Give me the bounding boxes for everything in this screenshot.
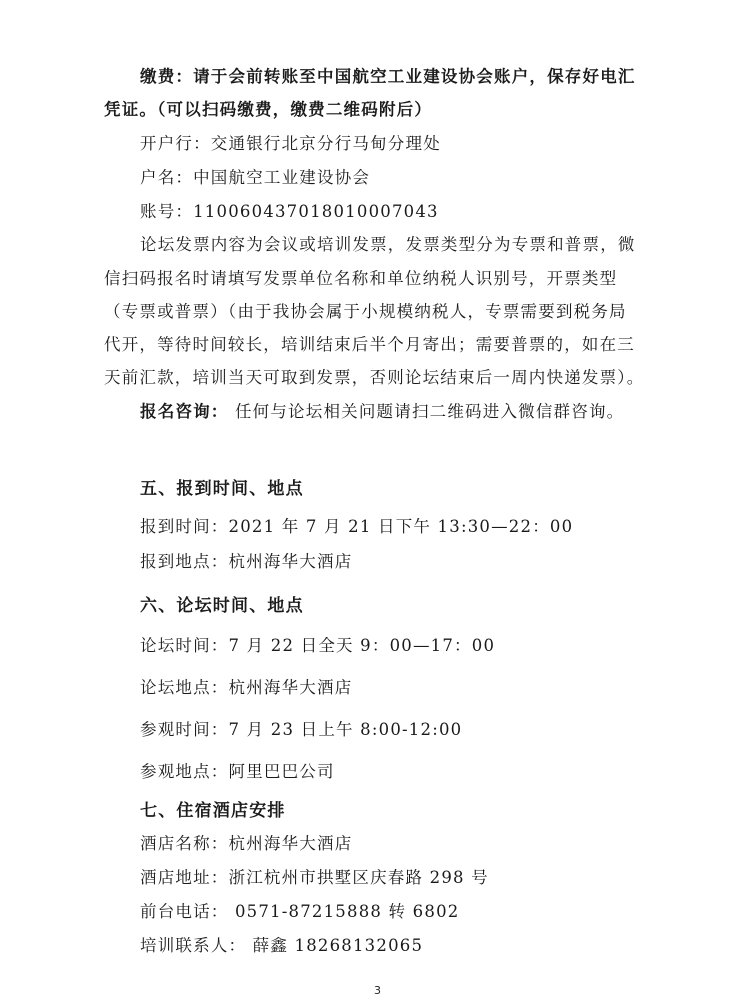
page-number: 3 xyxy=(374,984,381,997)
section-7-heading: 七、住宿酒店安排 xyxy=(140,801,286,821)
payment-label: 缴费： xyxy=(140,67,194,86)
account-name: 户名：中国航空工业建设协会 xyxy=(140,168,371,187)
consult-text: 任何与论坛相关问题请扫二维码进入微信群咨询。 xyxy=(228,402,625,421)
invoice-line-1: 论坛发票内容为会议或培训发票，发票类型分为专票和普票，微 xyxy=(140,235,636,254)
bank-name: 开户行：交通银行北京分行马甸分理处 xyxy=(140,134,441,153)
payment-line-1 xyxy=(140,63,636,87)
forum-time: 论坛时间：7 月 22 日全天 9：00—17：00 xyxy=(140,636,496,655)
section-5-heading: 五、报到时间、地点 xyxy=(140,479,304,499)
payment-text-1: 请于会前转账至中国航空工业建设协会账户，保存好电汇 xyxy=(193,67,636,86)
hotel-address: 酒店地址：浙江杭州市拱墅区庆春路 298 号 xyxy=(140,868,489,887)
section-6-heading: 六、论坛时间、地点 xyxy=(140,596,304,616)
front-desk-phone: 前台电话： 0571-87215888 转 6802 xyxy=(140,902,460,921)
invoice-line-2: 信扫码报名时请填写发票单位名称和单位纳税人识别号，开票类型 xyxy=(104,269,618,288)
invoice-line-5: 天前汇款，培训当天可取到发票，否则论坛结束后一周内快递发票）。 xyxy=(104,368,645,387)
invoice-line-4: 代开，等待时间较长，培训结束后半个月寄出；需要普票的，如在三 xyxy=(104,335,635,354)
forum-place: 论坛地点：杭州海华大酒店 xyxy=(140,678,353,697)
training-contact: 培训联系人： 薛鑫 18268132065 xyxy=(140,936,424,955)
checkin-place: 报到地点：杭州海华大酒店 xyxy=(140,552,353,571)
payment-text-2: 凭证。（可以扫码缴费，缴费二维码附后） xyxy=(104,100,433,119)
payment-line-2 xyxy=(104,96,432,120)
account-number: 账号：110060437018010007043 xyxy=(140,202,439,221)
visit-time: 参观时间：7 月 23 日上午 8:00-12:00 xyxy=(140,720,463,739)
visit-place: 参观地点：阿里巴巴公司 xyxy=(140,762,335,781)
hotel-name: 酒店名称：杭州海华大酒店 xyxy=(140,834,353,853)
invoice-line-3: （专票或普票）（由于我协会属于小规模纳税人，专票需要到税务局 xyxy=(104,302,627,321)
checkin-time: 报到时间：2021 年 7 月 21 日下午 13:30—22：00 xyxy=(140,517,574,536)
consult-label: 报名咨询： xyxy=(140,402,229,421)
consult-line xyxy=(140,398,624,422)
